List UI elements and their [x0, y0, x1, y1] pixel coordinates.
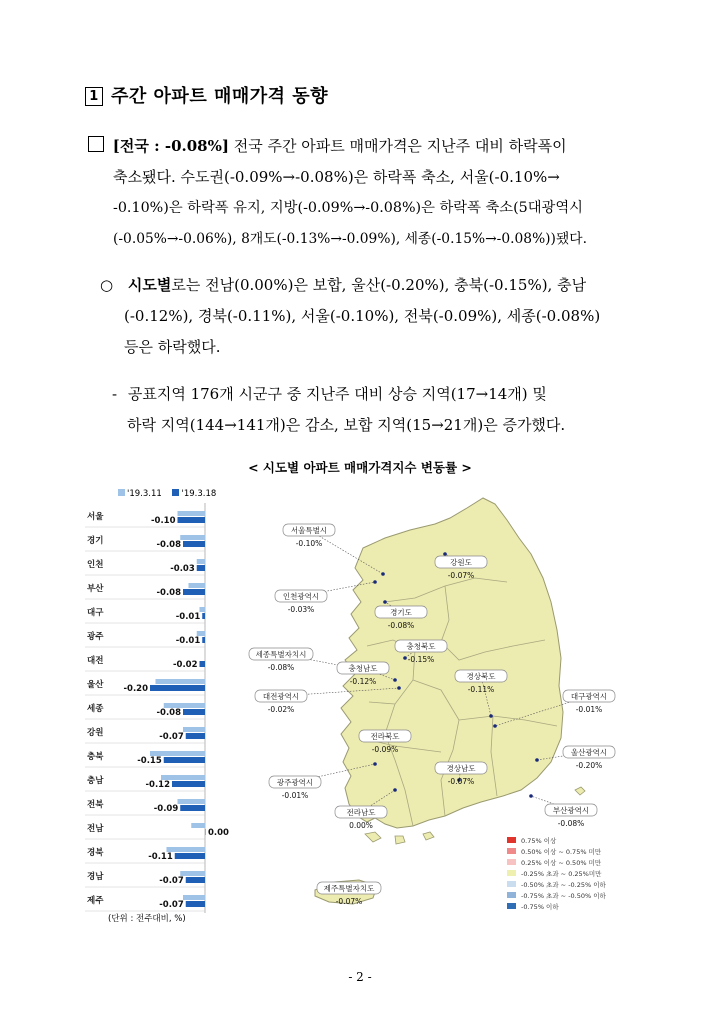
bar-prev [197, 559, 205, 564]
bar-prev [200, 607, 206, 612]
category-label: 경북 [87, 848, 104, 858]
category-label: 세종 [87, 704, 104, 714]
data-label: -0.10 [151, 516, 176, 526]
para1-text-2: 축소됐다. 수도권(-0.09%→-0.08%)은 하락폭 축소, 서울(-0.10%→ [113, 168, 560, 186]
map-location-dot [381, 572, 385, 576]
data-label: -0.20 [123, 684, 148, 694]
map-legend-label: -0.75% 초과 ~ -0.50% 이하 [521, 892, 606, 900]
page-number: - 2 - [348, 970, 372, 984]
map-region-name: 광주광역시 [276, 778, 314, 787]
map-location-dot [443, 552, 447, 556]
bar-curr [183, 589, 205, 595]
map-location-dot [383, 600, 387, 604]
map-region-value: -0.03% [287, 605, 315, 614]
checkbox-square-icon [88, 136, 104, 152]
data-label: -0.02 [173, 660, 198, 670]
map-region-name: 충청남도 [348, 664, 378, 673]
map-region-name: 충청북도 [406, 642, 436, 651]
map-region-value: -0.12% [349, 677, 377, 686]
map-legend-label: 0.75% 이상 [521, 837, 557, 845]
bar-curr [180, 805, 205, 811]
map-legend-swatch [507, 881, 516, 887]
figure-caption: < 시도별 아파트 매매가격지수 변동률 > [248, 460, 472, 475]
data-label: -0.07 [159, 876, 184, 886]
circle-bullet-icon: ○ [100, 276, 114, 294]
para1-line1 [88, 131, 567, 162]
map-region-value: -0.09% [371, 745, 399, 754]
map-legend-swatch [507, 903, 516, 909]
map-legend-label: -0.50% 초과 ~ -0.25% 이하 [521, 881, 606, 889]
map-region-name: 강원도 [450, 558, 472, 567]
bar-curr [186, 877, 205, 883]
para3-text-1: 공표지역 176개 시군구 중 지난주 대비 상승 지역(17→14개) 및 [127, 385, 547, 403]
map-region-name: 서울특별시 [290, 526, 328, 535]
bar-curr [202, 613, 205, 619]
data-label: -0.03 [170, 564, 195, 574]
bar-prev [191, 823, 205, 828]
map-legend-label: -0.25% 초과 ~ 0.25%미만 [521, 870, 602, 878]
map-region-name: 대구광역시 [570, 692, 608, 701]
para1-text-1: 전국 주간 아파트 매매가격은 지난주 대비 하락폭이 [233, 137, 567, 155]
map-region-name: 울산광역시 [570, 748, 608, 757]
para3-line1 [112, 379, 547, 410]
legend-swatch-prev [118, 489, 125, 496]
legend-swatch-curr [172, 489, 179, 496]
map-region-value: -0.07% [447, 777, 475, 786]
map-legend-swatch [507, 859, 516, 865]
category-label: 대구 [87, 608, 104, 618]
map-region-value: 0.00% [349, 821, 373, 830]
bar-curr [205, 829, 206, 835]
data-label: -0.09 [153, 804, 179, 814]
map-region-name: 세종특별자치시 [255, 650, 307, 659]
map-region-value: -0.15% [407, 655, 435, 664]
map-legend-swatch [507, 837, 516, 843]
map-region-value: -0.20% [575, 761, 603, 770]
bar-curr [183, 541, 205, 547]
data-label: 0.00 [208, 828, 229, 838]
map-location-dot [393, 788, 397, 792]
map-location-dot [529, 794, 533, 798]
map-region-name: 대전광역시 [262, 692, 300, 701]
bar-prev [189, 583, 206, 588]
section-title: 주간 아파트 매매가격 동향 [111, 86, 329, 107]
data-label: -0.01 [175, 636, 201, 646]
map-region-name: 경상북도 [466, 672, 496, 681]
map-region-value: -0.01% [575, 705, 603, 714]
map-region-name: 제주특별자치도 [323, 884, 375, 893]
map-region-name: 경기도 [390, 608, 412, 617]
para3-text-2: 하락 지역(144→141개)은 감소, 보합 지역(15→21개)은 증가했다. [127, 416, 566, 434]
map-region-value: -0.01% [281, 791, 309, 800]
map-region-name: 경상남도 [446, 764, 476, 773]
category-label: 전북 [87, 800, 104, 810]
map-location-dot [489, 714, 493, 718]
data-label: -0.11 [148, 852, 173, 862]
bar-curr [172, 781, 205, 787]
map-region-value: -0.10% [295, 539, 323, 548]
section-number: 1 [85, 87, 103, 106]
para1-text-4: (-0.05%→-0.06%), 8개도(-0.13%→-0.09%), 세종(-0.15%→-0.08%))됐다. [113, 231, 587, 247]
bar-curr [183, 709, 205, 715]
category-label: 제주 [87, 896, 104, 906]
bar-curr [164, 757, 205, 763]
bar-prev [205, 655, 206, 660]
category-label: 대전 [87, 656, 104, 666]
chart-unit-note: (단위 : 전주대비, %) [108, 914, 186, 924]
map-location-dot [397, 686, 401, 690]
bar-prev [156, 679, 206, 684]
para2-text-1: 로는 전남(0.00%)은 보합, 울산(-0.20%), 충북(-0.15%), 충남 [171, 276, 587, 294]
map-region-name: 부산광역시 [552, 806, 590, 815]
map-location-dot [373, 580, 377, 584]
bar-prev [178, 511, 206, 516]
category-label: 인천 [87, 560, 104, 570]
data-label: -0.12 [145, 780, 170, 790]
bar-curr [186, 901, 205, 907]
map-legend-swatch [507, 892, 516, 898]
map-legend-label: 0.25% 이상 ~ 0.50% 미만 [521, 859, 602, 867]
bar-prev [183, 895, 205, 900]
map-tag [249, 648, 345, 672]
data-label: -0.15 [137, 756, 162, 766]
map-tag [529, 794, 597, 828]
category-label: 부산 [87, 584, 104, 594]
bar-curr [200, 661, 206, 667]
data-label: -0.07 [159, 732, 184, 742]
data-label: -0.07 [159, 900, 184, 910]
category-label: 서울 [87, 512, 104, 522]
map-region-name: 전라북도 [370, 732, 400, 741]
para1-text-3: -0.10%)은 하락폭 유지, 지방(-0.09%→-0.08%)은 하락폭 축소(5대광역시 [113, 200, 583, 216]
bar-chart [85, 503, 230, 913]
para1-label: [전국 : -0.08%] [112, 137, 229, 155]
map-region-name: 인천광역시 [282, 592, 320, 601]
bar-curr [150, 685, 205, 691]
data-label: -0.08 [156, 588, 181, 598]
map-region-value: -0.11% [467, 685, 495, 694]
map-location-dot [403, 656, 407, 660]
korea-map [245, 490, 645, 920]
map-region-value: -0.07% [447, 571, 475, 580]
bar-curr [178, 517, 206, 523]
dash-bullet: - [112, 385, 118, 403]
para2-label: 시도별 [127, 276, 172, 294]
map-legend-swatch [507, 870, 516, 876]
category-label: 울산 [87, 680, 104, 690]
map-location-dot [535, 758, 539, 762]
category-label: 충남 [87, 776, 104, 786]
map-legend-label: 0.50% 이상 ~ 0.75% 미만 [521, 848, 602, 856]
category-label: 강원 [87, 728, 104, 738]
map-region-name: 전라남도 [346, 808, 376, 817]
data-label: -0.01 [175, 612, 201, 622]
bar-curr [202, 637, 205, 643]
map-location-dot [373, 762, 377, 766]
map-region-value: -0.07% [335, 897, 363, 906]
bar-prev [178, 799, 206, 804]
data-label: -0.08 [156, 708, 181, 718]
map-region-value: -0.02% [267, 705, 295, 714]
bar-curr [197, 565, 205, 571]
para2-line1 [100, 270, 586, 301]
category-label: 전남 [87, 824, 104, 834]
map-location-dot [393, 678, 397, 682]
category-label: 광주 [87, 632, 104, 642]
map-region-value: -0.08% [387, 621, 415, 630]
map-legend-swatch [507, 848, 516, 854]
category-label: 경기 [87, 536, 104, 546]
map-island-ulleung [575, 787, 585, 795]
category-label: 충북 [87, 752, 104, 762]
bar-prev [183, 727, 205, 732]
map-region-value: -0.08% [267, 663, 295, 672]
category-label: 경남 [87, 872, 104, 882]
bar-prev [180, 535, 205, 540]
map-location-dot [493, 724, 497, 728]
legend-series-curr: '19.3.18 [181, 489, 217, 499]
bar-prev [180, 871, 205, 876]
chart-legend [118, 489, 216, 499]
map-tag [317, 882, 381, 906]
para2-text-2: (-0.12%), 경북(-0.11%), 서울(-0.10%), 전북(-0.09%), 세종(-0.08%) [124, 307, 601, 325]
map-region-value: -0.08% [557, 819, 585, 828]
data-label: -0.08 [156, 540, 181, 550]
bar-curr [175, 853, 205, 859]
legend-series-prev: '19.3.11 [127, 489, 162, 499]
map-island-south [365, 832, 434, 844]
map-legend-label: -0.75% 이하 [521, 903, 559, 911]
bar-curr [186, 733, 205, 739]
para2-text-3: 등은 하락했다. [124, 338, 221, 356]
section-heading [85, 82, 328, 108]
